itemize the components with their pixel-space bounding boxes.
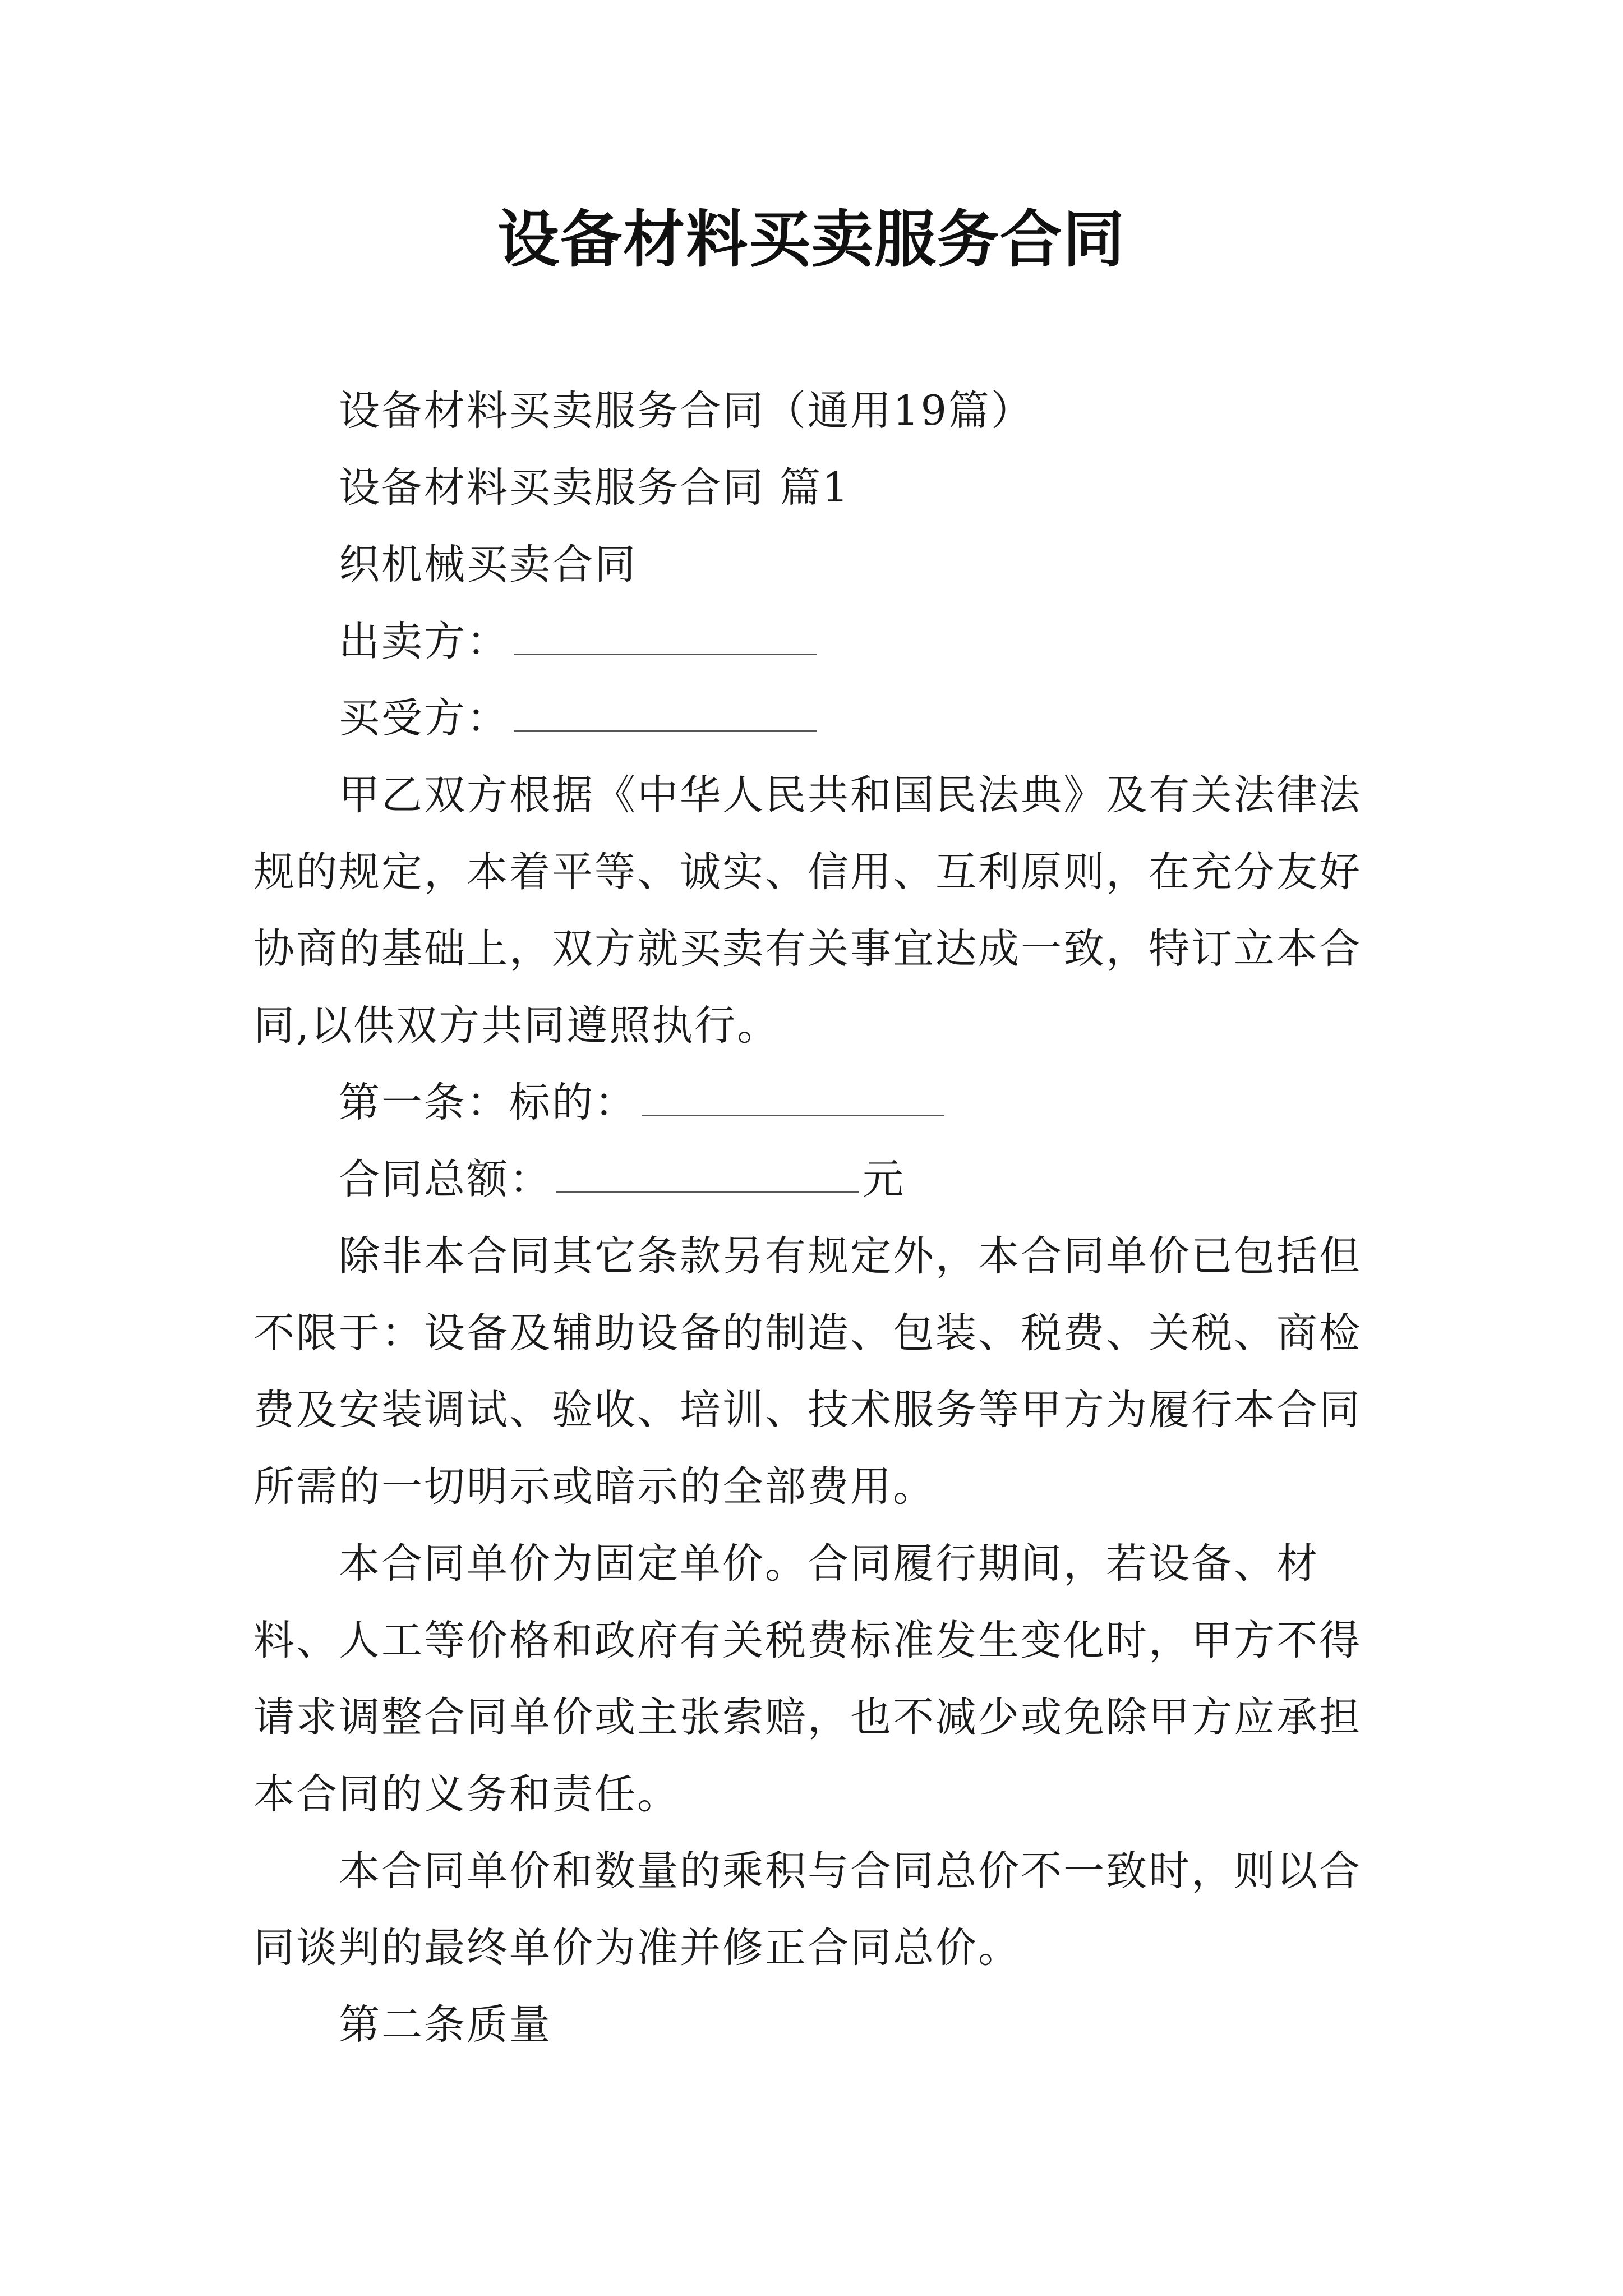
seller-blank [514,612,817,655]
paragraph-part-heading: 设备材料买卖服务合同 篇1 [339,464,850,512]
paragraph-price-correction: 本合同单价和数量的乘积与合同总价不一致时，则以合同谈判的最终单价为准并修正合同总价。 [253,1847,1362,1972]
total-amount-blank [556,1150,859,1193]
seller-line [253,603,1392,680]
document-title: 设备材料买卖服务合同 [497,204,1126,275]
article2-heading: 第二条质量 [339,2001,552,2049]
subject-blank [642,1073,944,1116]
paragraph-contract-name: 织机械买卖合同 [339,541,637,588]
total-amount-line [253,1141,1392,1218]
paragraph-subtitle: 设备材料买卖服务合同（通用19篇） [339,387,1034,435]
buyer-label: 买受方： [339,694,509,742]
buyer-blank [514,689,817,732]
paragraph-price-scope: 除非本合同其它条款另有规定外，本合同单价已包括但不限于：设备及辅助设备的制造、包装、税费、关税、商检费及安装调试、验收、培训、技术服务等甲方为履行本合同所需的一切明示或暗示的全部费用。 [253,1232,1362,1511]
buyer-line [253,680,1392,757]
document-body [253,372,1392,2063]
seller-label: 出卖方： [339,618,509,665]
article1-line [253,1064,1392,1141]
paragraph-fixed-price: 本合同单价为固定单价。合同履行期间，若设备、材料、人工等价格和政府有关税费标准发生变化时，甲方不得请求调整合同单价或主张索赔，也不减少或免除甲方应承担本合同的义务和责任。 [253,1540,1362,1818]
paragraph-preamble: 甲乙双方根据《中华人民共和国民法典》及有关法律法规的规定，本着平等、诚实、信用、互利原则，在充分友好协商的基础上，双方就买卖有关事宜达成一致，特订立本合同,以供双方共同遵照执行。 [253,771,1362,1050]
total-label: 合同总额： [339,1156,552,1203]
total-unit: 元 [863,1156,905,1203]
article1-label: 第一条：标的： [339,1079,637,1126]
